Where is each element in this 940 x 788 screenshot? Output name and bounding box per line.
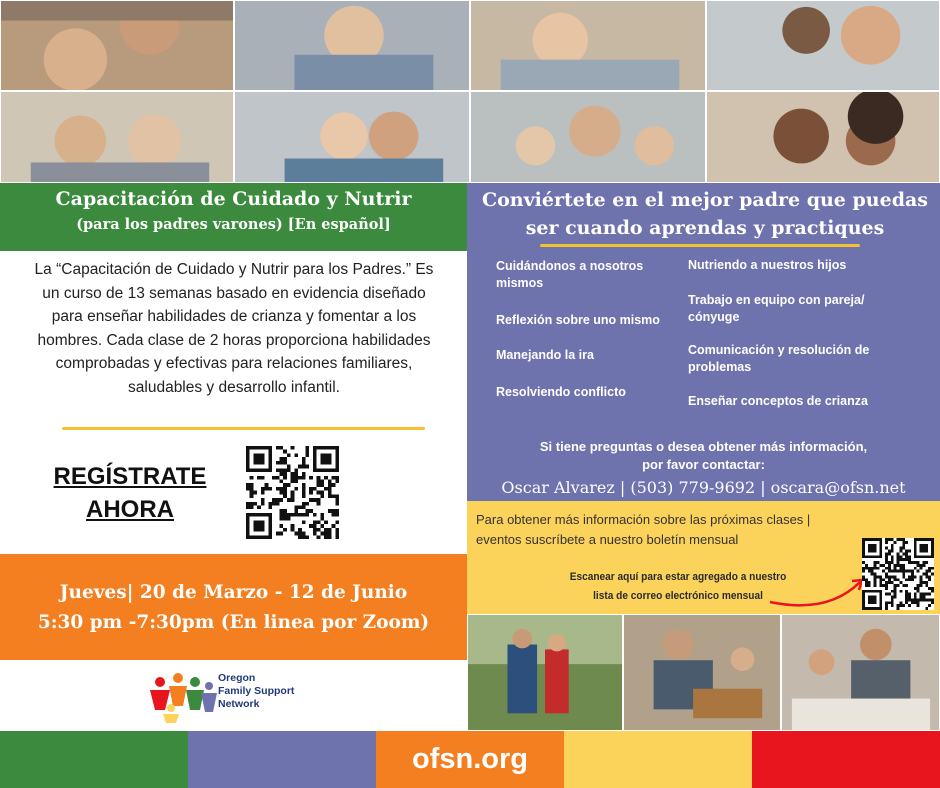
family-photo-5 bbox=[0, 91, 234, 183]
family-photo-3 bbox=[470, 0, 706, 91]
register-line-2: AHORA bbox=[86, 496, 174, 523]
newsletter-text: Para obtener más información sobre las próximas clases | eventos suscríbete a nuestro boletín mensual bbox=[476, 512, 811, 547]
topic-left-3: Manejando la ira bbox=[496, 348, 594, 362]
schedule-dates: Jueves| 20 de Marzo - 12 de Junio bbox=[59, 582, 408, 603]
contact-question-line-1: Si tiene preguntas o desea obtener más información, bbox=[539, 439, 868, 454]
footer-bar-yellow bbox=[564, 731, 752, 788]
activity-photo-1 bbox=[467, 614, 623, 731]
contact-question-line-2: por favor contactar: bbox=[642, 457, 765, 472]
topics-divider bbox=[540, 244, 860, 247]
footer-bar-red bbox=[752, 731, 940, 788]
family-photo-2 bbox=[234, 0, 470, 91]
logo-text bbox=[218, 672, 294, 711]
scan-line-1: Escanear aquí para estar agregado a nuestro bbox=[569, 571, 787, 583]
topic-right-1: Nutriendo a nuestros hijos bbox=[688, 258, 847, 272]
topics-title-line-2: ser cuando aprendas y practiques bbox=[525, 217, 885, 239]
family-photo-7 bbox=[470, 91, 706, 183]
schedule-time: 5:30 pm -7:30pm (En linea por Zoom) bbox=[37, 612, 430, 633]
contact-info[interactable]: Oscar Alvarez | (503) 779-9692 | oscara@ofsn.net bbox=[501, 478, 906, 497]
contact-question bbox=[467, 438, 940, 474]
topics-title-line-1: Conviértete en el mejor padre que puedas bbox=[482, 189, 928, 211]
family-photo-6 bbox=[234, 91, 470, 183]
topic-left-4: Resolviendo conflicto bbox=[496, 385, 626, 399]
family-photo-1 bbox=[0, 0, 234, 91]
topic-left-2: Reflexión sobre uno mismo bbox=[496, 313, 660, 327]
logo-line-2: Family Support bbox=[218, 685, 295, 697]
footer-bar-green bbox=[0, 731, 188, 788]
logo-line-3: Network bbox=[218, 698, 260, 710]
topic-right-2: Trabajo en equipo con pareja/ cónyuge bbox=[688, 293, 865, 324]
logo-line-1: Oregon bbox=[218, 672, 256, 684]
newsletter-qr-code[interactable] bbox=[862, 538, 934, 610]
course-description: La “Capacitación de Cuidado y Nutrir para los Padres.” Es un curso de 13 semanas basado en evidencia diseñado para enseñar habilidades de crianza y fomentar a los hombres. Cada clase de 2 horas proporciona habilidades comprobadas y efectivas para relaciones familiares, saludables y desarrollo infantil. bbox=[34, 261, 434, 396]
register-line-1: REGÍSTRATE bbox=[53, 463, 207, 490]
family-photo-4 bbox=[706, 0, 940, 91]
topic-left-1: Cuidándonos a nosotros mismos bbox=[496, 259, 644, 290]
logo-people-icon bbox=[145, 668, 220, 723]
topics-title bbox=[475, 186, 935, 242]
topic-right-4: Enseñar conceptos de crianza bbox=[688, 394, 868, 408]
website-link[interactable]: ofsn.org bbox=[412, 743, 528, 775]
register-link[interactable] bbox=[40, 460, 220, 526]
course-title: Capacitación de Cuidado y Nutrir bbox=[55, 188, 412, 210]
course-subtitle: (para los padres varones) [En español] bbox=[76, 216, 391, 233]
divider-line bbox=[62, 427, 425, 430]
family-photo-8 bbox=[706, 91, 940, 183]
activity-photo-2 bbox=[623, 614, 781, 731]
schedule-text bbox=[0, 578, 467, 638]
scan-line-2: lista de correo electrónico mensual bbox=[593, 590, 763, 602]
topic-right-3: Comunicación y resolución de problemas bbox=[688, 343, 870, 374]
arrow-icon bbox=[768, 572, 868, 612]
register-qr-code[interactable] bbox=[246, 446, 339, 539]
footer-bar-purple bbox=[188, 731, 376, 788]
activity-photo-3 bbox=[781, 614, 940, 731]
